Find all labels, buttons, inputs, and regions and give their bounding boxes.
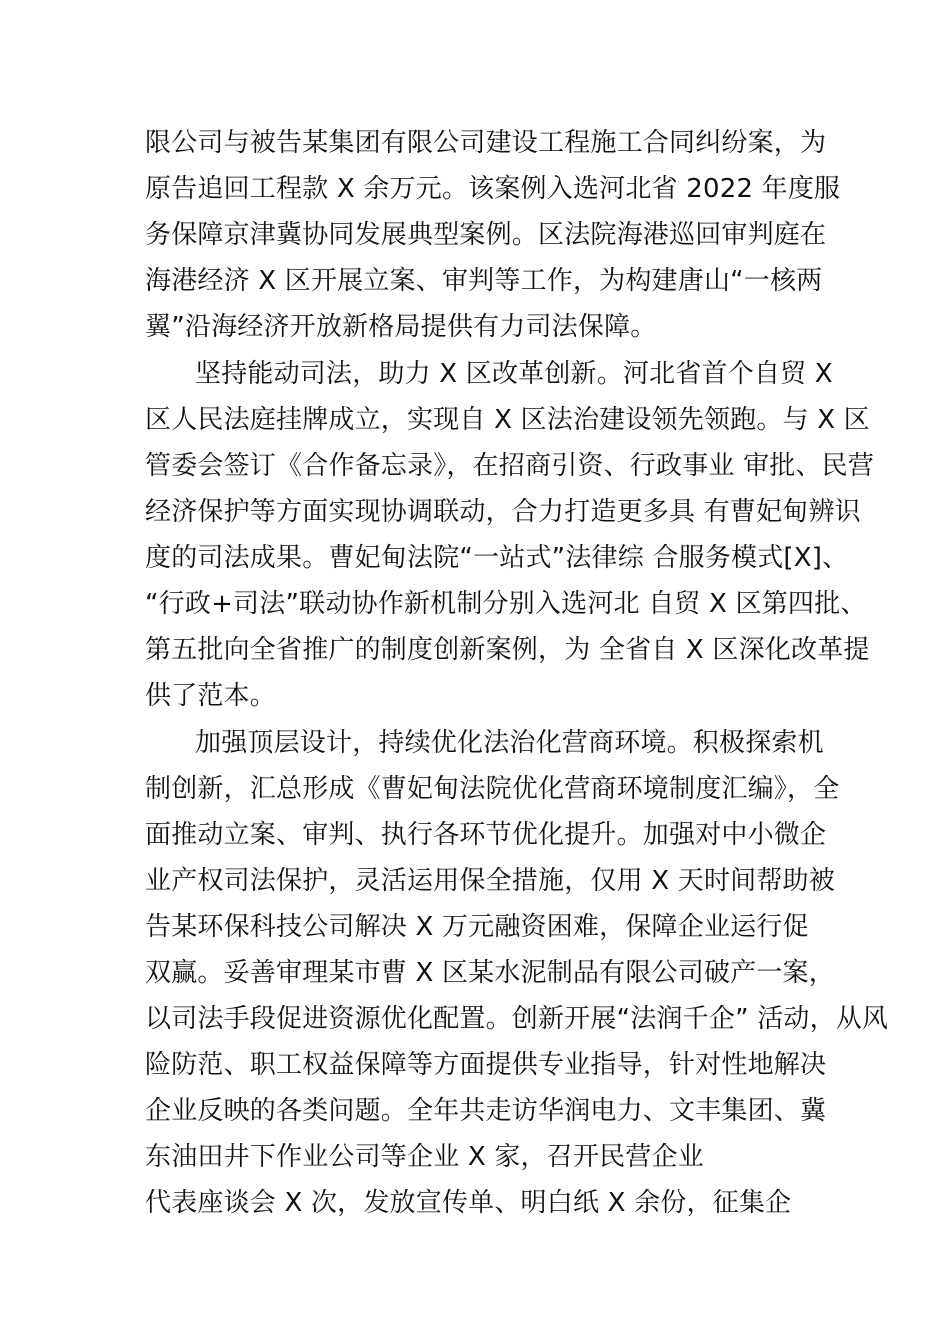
text-line: 业产权司法保护，灵活运用保全措施，仅用 X 天时间帮助被 — [145, 866, 835, 896]
text-line: 双赢。妥善审理某市曹 X 区某水泥制品有限公司破产一案， — [145, 958, 835, 988]
paragraph-start-line: 加强顶层设计，持续优化法治化营商环境。积极探索机 — [195, 728, 824, 758]
text-line: 第五批向全省推广的制度创新案例，为 全省自 X 区深化改革提 — [145, 635, 870, 665]
text-line: 翼”沿海经济开放新格局提供有力司法保障。 — [145, 312, 657, 342]
text-line: 度的司法成果。曹妃甸法院“一站式”法律综 合服务模式[X]、 — [145, 543, 849, 573]
text-line: 限公司与被告某集团有限公司建设工程施工合同纠纷案，为 — [145, 128, 827, 158]
text-line: 区人民法庭挂牌成立，实现自 X 区法治建设领先领跑。与 X 区 — [145, 405, 870, 435]
text-line: 东油田井下作业公司等企业 X 家，召开民营企业 — [145, 1142, 704, 1172]
text-line: 原告追回工程款 X 余万元。该案例入选河北省 2022 年度服 — [145, 174, 841, 204]
text-line: 管委会签订《合作备忘录》，在招商引资、行政事业 审批、民营 — [145, 451, 875, 481]
text-line: 告某环保科技公司解决 X 万元融资困难，保障企业运行促 — [145, 912, 809, 942]
text-line: 海港经济 X 区开展立案、审判等工作，为构建唐山“一核两 — [145, 266, 823, 296]
paragraph-start-line: 坚持能动司法，助力 X 区改革创新。河北省首个自贸 X — [195, 359, 833, 389]
text-line: 务保障京津冀协同发展典型案例。区法院海港巡回审判庭在 — [145, 220, 827, 250]
text-line: 制创新，汇总形成《曹妃甸法院优化营商环境制度汇编》，全 — [145, 774, 840, 804]
text-line: 面推动立案、审判、执行各环节优化提升。加强对中小微企 — [145, 820, 827, 850]
text-line: 企业反映的各类问题。全年共走访华润电力、文丰集团、冀 — [145, 1096, 827, 1126]
text-line: 以司法手段促进资源优化配置。创新开展“法润千企” 活动，从风 — [145, 1004, 889, 1034]
text-line: 险防范、职工权益保障等方面提供专业指导，针对性地解决 — [145, 1050, 827, 1080]
text-line: 供了范本。 — [145, 681, 277, 711]
text-line: 代表座谈会 X 次，发放宣传单、明白纸 X 余份，征集企 — [145, 1188, 792, 1218]
text-line: 经济保护等方面实现协调联动，合力打造更多具 有曹妃甸辨识 — [145, 497, 861, 527]
text-line: “行政+司法”联动协作新机制分别入选河北 自贸 X 区第四批、 — [145, 589, 867, 619]
